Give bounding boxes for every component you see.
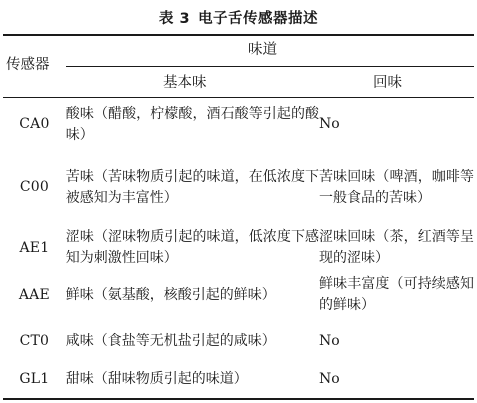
table-caption-label: 表 3 (158, 11, 191, 27)
table-row (3, 150, 474, 225)
table-row (3, 225, 474, 271)
basic-taste-cell: 甜味（甜味物质引起的味道） (65, 370, 248, 387)
table-header-rule (3, 97, 474, 98)
table-row (3, 363, 474, 395)
aftertaste-cell: No (319, 332, 340, 349)
table-caption-title: 电子舌传感器描述 (198, 11, 319, 27)
basic-taste-cell: 鲜味（氨基酸，核酸引起的鲜味） (65, 286, 276, 303)
sensor-code: AE1 (19, 239, 50, 256)
aftertaste-cell: 涩味回味（茶，红酒等呈现的涩味） (319, 229, 474, 266)
taste-group-rule (66, 66, 474, 67)
sensor-code: C00 (19, 179, 49, 195)
table-bottom-rule (3, 398, 474, 400)
table-row (3, 319, 474, 363)
basic-taste-cell: 咸味（食盐等无机盐引起的咸味） (65, 332, 276, 349)
table-caption (0, 7, 477, 28)
aftertaste-cell: 鲜味丰富度（可持续感知的鲜味） (319, 276, 474, 313)
sensor-code: AAE (18, 286, 50, 303)
aftertaste-cell: 苦味回味（啤酒，咖啡等一般食品的苦味） (319, 168, 474, 206)
header-aftertaste: 回味 (373, 75, 402, 91)
aftertaste-cell: No (319, 370, 340, 387)
basic-taste-cell: 苦味（苦味物质引起的味道，在低浓度下被感知为丰富性） (65, 168, 320, 206)
header-basic-taste: 基本味 (163, 75, 207, 91)
basic-taste-cell: 酸味（醋酸，柠檬酸，酒石酸等引起的酸味） (65, 105, 320, 143)
header-taste-group: 味道 (248, 42, 277, 58)
sensor-table (3, 99, 474, 395)
table-row (3, 271, 474, 319)
sensor-code: CT0 (19, 332, 50, 349)
aftertaste-cell: No (319, 116, 340, 132)
sensor-code: CA0 (19, 116, 50, 132)
header-sensor: 传感器 (6, 57, 50, 73)
basic-taste-cell: 涩味（涩味物质引起的味道，低浓度下感知为刺激性回味） (65, 229, 320, 266)
table-top-rule (3, 34, 474, 36)
table-row (3, 99, 474, 150)
sensor-code: GL1 (19, 370, 50, 387)
